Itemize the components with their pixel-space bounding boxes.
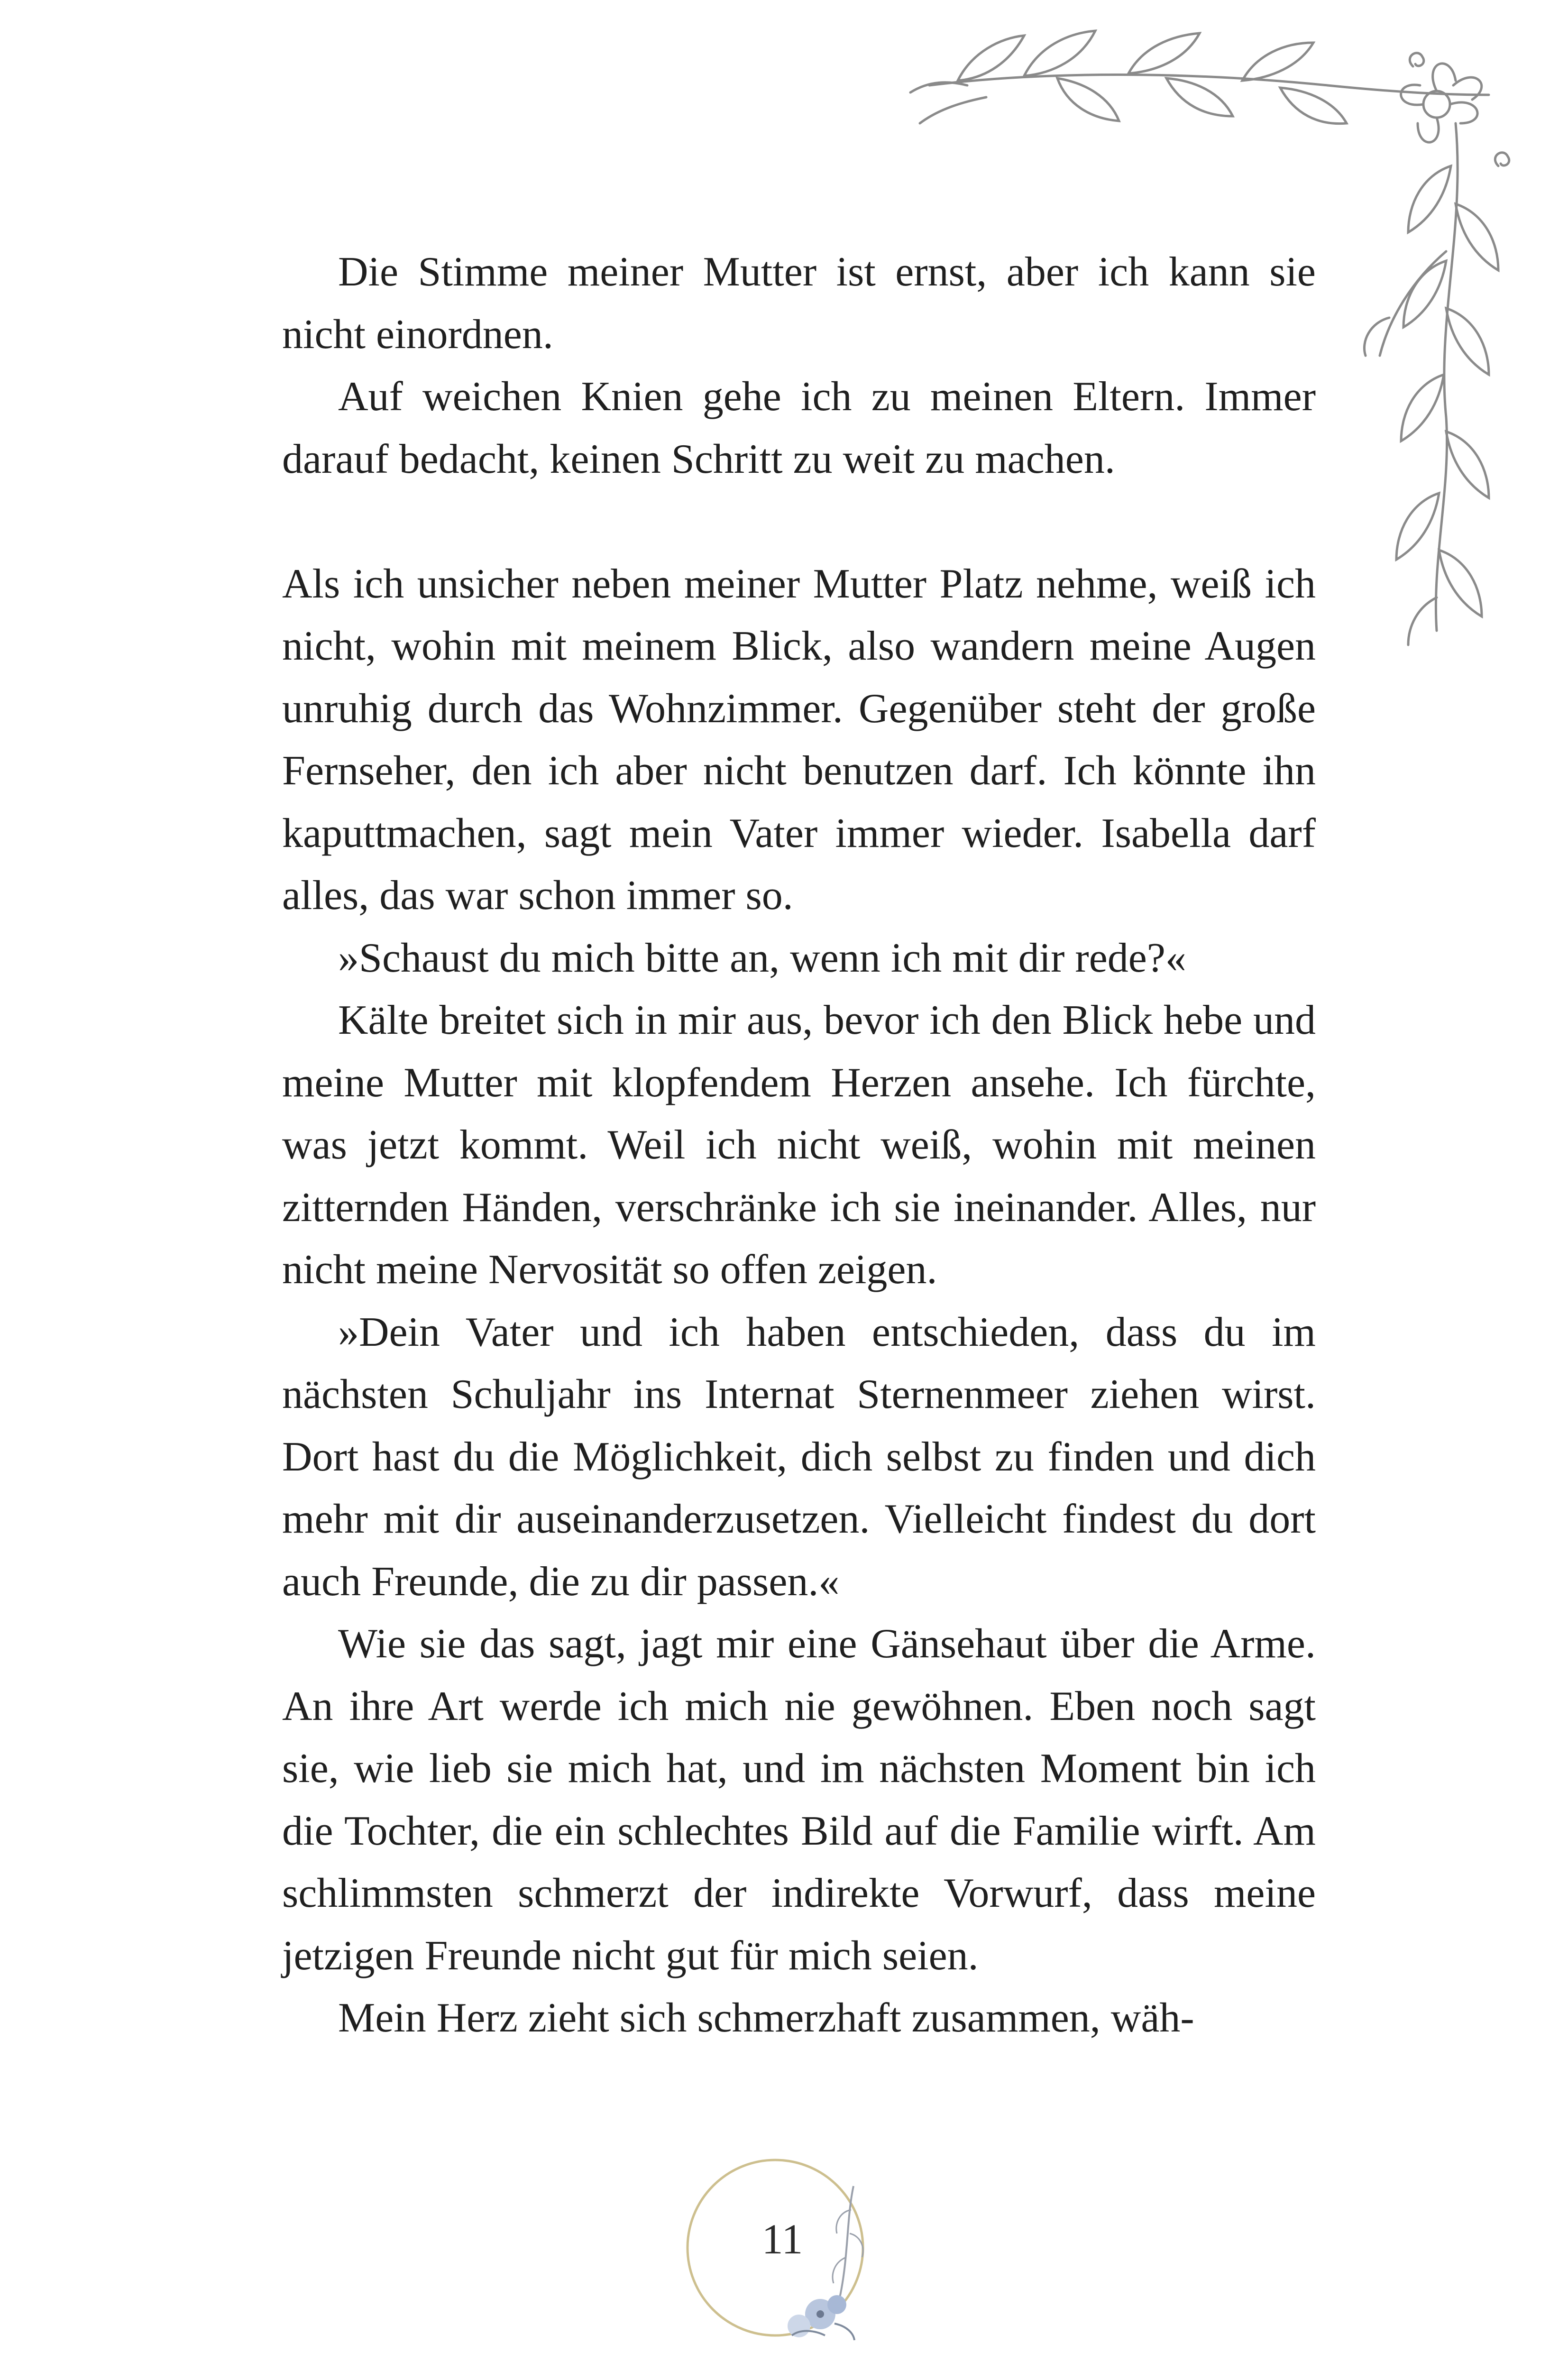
paragraph: Als ich unsicher neben meiner Mutter Platz nehme, weiß ich nicht, wohin mit meinem Blick, also wandern meine Augen unruhig durch das Wohnzimmer. Gegenüber steht der große Fernseher, den ich aber nicht benutzen darf. Ich könnte ihn kaputtmachen, sagt mein Vater immer wieder. Isabella darf alles, das war schon immer so. — [282, 561, 1316, 919]
paragraph: »Dein Vater und ich haben entschieden, dass du im nächsten Schuljahr ins Internat Sternenmeer ziehen wirst. Dort hast du die Möglichkeit, dich selbst zu finden und dich mehr mit dir auseinanderzusetzen. Vielleicht findest du dort auch Freunde, die zu dir passen.« — [282, 1309, 1316, 1605]
paragraph: Auf weichen Knien gehe ich zu meinen Eltern. Immer darauf bedacht, keinen Schritt zu weit zu machen. — [282, 374, 1316, 482]
paragraph: »Schaust du mich bitte an, wenn ich mit dir rede?« — [338, 935, 1186, 981]
paragraph: Mein Herz zieht sich schmerzhaft zusammen, wäh- — [338, 1995, 1194, 2041]
paragraph: Kälte breitet sich in mir aus, bevor ich den Blick hebe und meine Mutter mit klopfendem Herzen ansehe. Ich fürchte, was jetzt kommt. Weil ich nicht weiß, wohin mit meinen zitternden Händen, verschränke ich sie ineinander. Alles, nur nicht meine Nervosität so offen zeigen. — [282, 997, 1316, 1293]
paragraph: Die Stimme meiner Mutter ist ernst, aber ich kann sie nicht einordnen. — [282, 249, 1316, 358]
body-text — [282, 241, 1316, 2049]
paragraph: Wie sie das sagt, jagt mir eine Gänsehaut über die Arme. An ihre Art werde ich mich nie gewöhnen. Eben noch sagt sie, wie lieb sie mich hat, und im nächsten Moment bin ich die Tochter, die ein schlechtes Bild auf die Familie wirft. Am schlimmsten schmerzt der indirekte Vorwurf, dass meine jetzigen Freunde nicht gut für mich seien. — [282, 1621, 1316, 1979]
page-number: 11 — [761, 2216, 803, 2263]
